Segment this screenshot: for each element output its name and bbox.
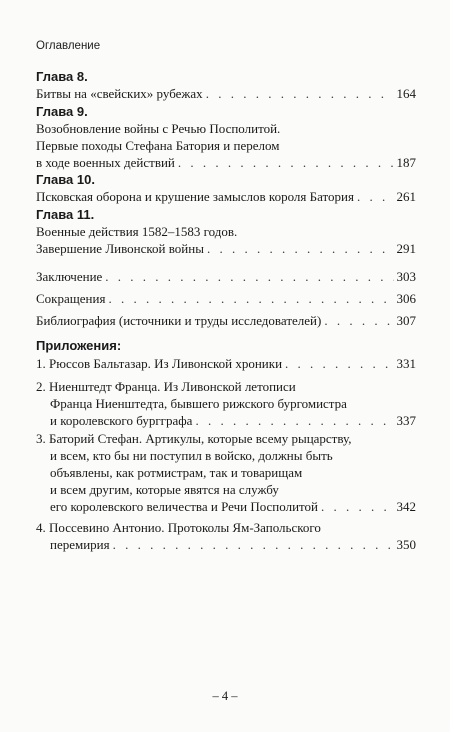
chapter-title: Глава 9.	[36, 104, 88, 119]
toc-line	[36, 85, 416, 102]
dot-leader	[113, 536, 394, 553]
toc-line	[36, 536, 416, 553]
dot-leader	[105, 268, 393, 285]
dot-leader	[357, 188, 394, 205]
toc-line-conclusion	[36, 268, 416, 285]
toc-back-matter	[36, 268, 416, 329]
dot-leader	[285, 355, 393, 372]
toc-line	[36, 188, 416, 205]
chapter-title: Глава 8.	[36, 69, 88, 84]
entry-text: перемирия	[50, 537, 110, 552]
dot-leader	[324, 312, 393, 329]
entry-text: 3. Баторий Стефан. Артикулы, которые всему рыцарству,	[36, 431, 352, 446]
dot-leader	[195, 412, 393, 429]
page-ref: 187	[396, 155, 416, 170]
entry-text: Заключение	[36, 269, 103, 284]
toc-line	[36, 498, 416, 515]
dot-leader	[178, 154, 394, 171]
toc-entry-chapter-11	[36, 206, 416, 257]
entry-text: Сокращения	[36, 291, 106, 306]
chapter-title: Глава 11.	[36, 207, 95, 222]
appendix-3	[36, 430, 416, 515]
entry-text: Библиография (источники и труды исследователей)	[36, 313, 322, 328]
page-number: – 4 –	[212, 689, 238, 703]
entry-text: Первые походы Стефана Батория и перелом	[36, 138, 280, 153]
page-ref: 303	[396, 269, 416, 284]
entry-text: Военные действия 1582–1583 годов.	[36, 224, 238, 239]
page-ref: 331	[396, 356, 416, 371]
entry-text: Завершение Ливонской войны	[36, 241, 204, 256]
entry-text: объявлены, как ротмистрам, так и товарищам	[50, 465, 303, 480]
page-ref: 337	[396, 413, 416, 428]
page-ref: 291	[396, 241, 416, 256]
chapter-title: Глава 10.	[36, 172, 95, 187]
entry-text: 2. Ниенштедт Франца. Из Ливонской летописи	[36, 379, 296, 394]
toc-line	[36, 355, 416, 372]
toc-entry-chapter-9	[36, 103, 416, 171]
toc-line	[36, 240, 416, 257]
page-ref: 307	[396, 313, 416, 328]
page-ref: 306	[396, 291, 416, 306]
running-header: Оглавление	[36, 40, 101, 52]
dot-leader	[108, 290, 393, 307]
appendix-2	[36, 378, 416, 429]
entry-text: 4. Поссевино Антонио. Протоколы Ям-Запольского	[36, 520, 321, 535]
dot-leader	[207, 240, 394, 257]
appendices-heading: Приложения:	[36, 338, 122, 353]
appendix-1	[36, 355, 416, 372]
toc-entry-chapter-8	[36, 68, 416, 102]
page-ref: 342	[396, 499, 416, 514]
entry-text: Возобновление войны с Речью Посполитой.	[36, 121, 281, 136]
toc-entry-chapter-10	[36, 171, 416, 205]
toc-line-bibliography	[36, 312, 416, 329]
entry-text: Франца Ниенштедта, бывшего рижского бургомистра	[50, 396, 347, 411]
page-ref: 164	[396, 86, 416, 101]
page-ref: 350	[396, 537, 416, 552]
entry-text: его королевского величества и Речи Посполитой	[50, 499, 318, 514]
entry-text: и всем другим, которые явятся на службу	[50, 482, 279, 497]
dot-leader	[206, 85, 394, 102]
appendix-4	[36, 519, 416, 553]
page-ref: 261	[396, 189, 416, 204]
entry-text: в ходе военных действий	[36, 155, 175, 170]
dot-leader	[321, 498, 394, 515]
entry-text: 1. Рюссов Бальтазар. Из Ливонской хроники	[36, 356, 283, 371]
entry-text: Битвы на «свейских» рубежах	[36, 86, 203, 101]
entry-text: и всем, кто бы ни поступил в войско, должны быть	[50, 448, 333, 463]
toc-line-abbreviations	[36, 290, 416, 307]
toc-line	[36, 154, 416, 171]
entry-text: Псковская оборона и крушение замыслов короля Батория	[36, 189, 354, 204]
entry-text: и королевского бургграфа	[50, 413, 193, 428]
toc-line	[36, 412, 416, 429]
